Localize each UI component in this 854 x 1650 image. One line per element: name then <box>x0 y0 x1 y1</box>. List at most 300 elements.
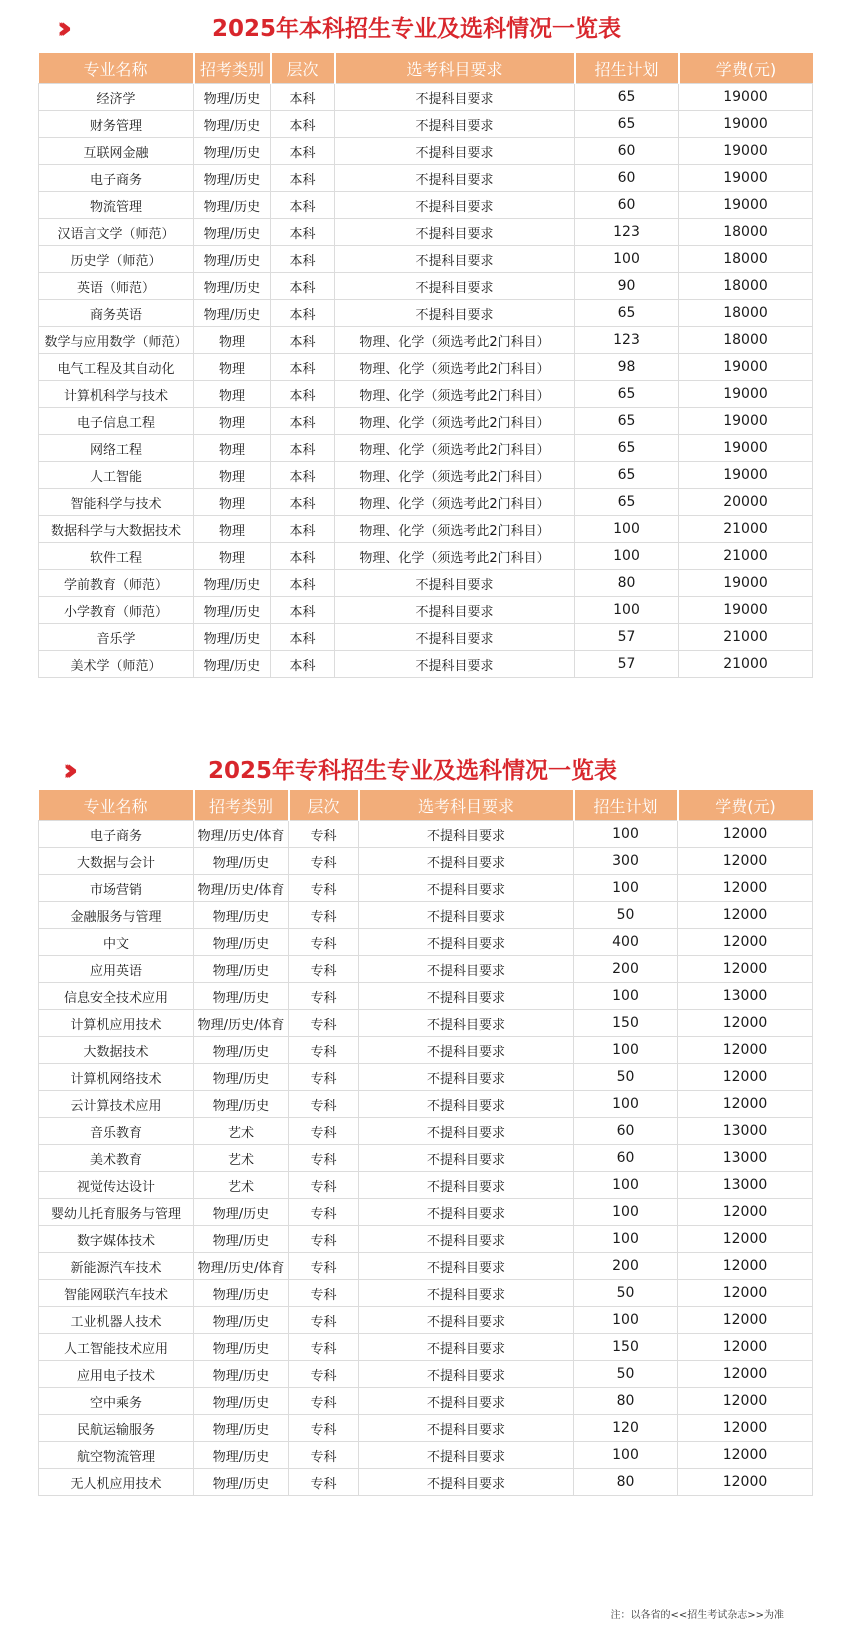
enrollment-plan-cell: 65 <box>575 435 679 462</box>
level-cell: 专科 <box>289 1199 359 1226</box>
table-row <box>39 1361 813 1388</box>
major-name-cell: 云计算技术应用 <box>39 1091 194 1118</box>
enrollment-plan-cell: 100 <box>575 543 679 570</box>
table-row <box>39 1415 813 1442</box>
major-name-cell: 小学教育（师范） <box>39 597 194 624</box>
tuition-cell: 13000 <box>678 983 813 1010</box>
subject-requirement-cell: 不提科目要求 <box>359 1388 574 1415</box>
column-header: 学费(元) <box>679 53 813 84</box>
subject-requirement-cell: 不提科目要求 <box>359 848 574 875</box>
exam-category-cell: 物理/历史 <box>194 165 271 192</box>
college-section <box>0 752 854 1492</box>
level-cell: 本科 <box>271 165 335 192</box>
table-row <box>39 1199 813 1226</box>
enrollment-plan-cell: 100 <box>574 875 678 902</box>
subject-requirement-cell: 不提科目要求 <box>335 246 575 273</box>
exam-category-cell: 物理/历史 <box>194 848 289 875</box>
exam-category-cell: 物理 <box>194 408 271 435</box>
tuition-cell: 19000 <box>679 111 813 138</box>
major-name-cell: 网络工程 <box>39 435 194 462</box>
exam-category-cell: 物理 <box>194 489 271 516</box>
level-cell: 专科 <box>289 875 359 902</box>
exam-category-cell: 物理/历史 <box>194 219 271 246</box>
subject-requirement-cell: 不提科目要求 <box>335 651 575 678</box>
tuition-cell: 19000 <box>679 408 813 435</box>
subject-requirement-cell: 不提科目要求 <box>335 138 575 165</box>
exam-category-cell: 物理/历史 <box>194 1064 289 1091</box>
major-name-cell: 计算机应用技术 <box>39 1010 194 1037</box>
level-cell: 本科 <box>271 516 335 543</box>
exam-category-cell: 物理/历史 <box>194 983 289 1010</box>
exam-category-cell: 物理/历史 <box>194 1415 289 1442</box>
level-cell: 专科 <box>289 1145 359 1172</box>
exam-category-cell: 物理/历史 <box>194 138 271 165</box>
exam-category-cell: 物理 <box>194 462 271 489</box>
tuition-cell: 12000 <box>678 821 813 848</box>
major-name-cell: 数学与应用数学（师范） <box>39 327 194 354</box>
exam-category-cell: 物理/历史 <box>194 1199 289 1226</box>
tuition-cell: 12000 <box>678 1469 813 1496</box>
table-row <box>39 1280 813 1307</box>
subject-requirement-cell: 不提科目要求 <box>359 875 574 902</box>
enrollment-plan-cell: 60 <box>574 1145 678 1172</box>
subject-requirement-cell: 不提科目要求 <box>335 111 575 138</box>
level-cell: 本科 <box>271 300 335 327</box>
level-cell: 本科 <box>271 327 335 354</box>
subject-requirement-cell: 不提科目要求 <box>359 1037 574 1064</box>
enrollment-plan-cell: 65 <box>575 111 679 138</box>
tuition-cell: 12000 <box>678 1010 813 1037</box>
enrollment-plan-cell: 150 <box>574 1010 678 1037</box>
table-row <box>39 516 813 543</box>
footnote: 注：以各省的<<招生考试杂志>>为准 <box>610 1610 784 1621</box>
major-name-cell: 信息安全技术应用 <box>39 983 194 1010</box>
subject-requirement-cell: 不提科目要求 <box>359 1226 574 1253</box>
table-row <box>39 902 813 929</box>
exam-category-cell: 物理/历史 <box>194 1091 289 1118</box>
tuition-cell: 13000 <box>678 1172 813 1199</box>
major-name-cell: 新能源汽车技术 <box>39 1253 194 1280</box>
tuition-cell: 19000 <box>679 462 813 489</box>
tuition-cell: 19000 <box>679 84 813 111</box>
enrollment-plan-cell: 100 <box>575 597 679 624</box>
exam-category-cell: 物理/历史 <box>194 1469 289 1496</box>
subject-requirement-cell: 物理、化学（须选考此2门科目） <box>335 408 575 435</box>
enrollment-plan-cell: 100 <box>574 1199 678 1226</box>
enrollment-plan-cell: 120 <box>574 1415 678 1442</box>
exam-category-cell: 艺术 <box>194 1145 289 1172</box>
level-cell: 专科 <box>289 1361 359 1388</box>
subject-requirement-cell: 不提科目要求 <box>359 1145 574 1172</box>
exam-category-cell: 物理/历史 <box>194 84 271 111</box>
subject-requirement-cell: 不提科目要求 <box>335 570 575 597</box>
exam-category-cell: 物理/历史 <box>194 192 271 219</box>
exam-category-cell: 物理/历史 <box>194 111 271 138</box>
subject-requirement-cell: 不提科目要求 <box>335 165 575 192</box>
exam-category-cell: 物理/历史/体育 <box>194 821 289 848</box>
table-row <box>39 1442 813 1469</box>
table-row <box>39 651 813 678</box>
major-name-cell: 婴幼儿托育服务与管理 <box>39 1199 194 1226</box>
tuition-cell: 12000 <box>678 1415 813 1442</box>
tuition-cell: 21000 <box>679 543 813 570</box>
subject-requirement-cell: 不提科目要求 <box>335 597 575 624</box>
enrollment-plan-cell: 100 <box>574 1307 678 1334</box>
major-name-cell: 历史学（师范） <box>39 246 194 273</box>
tuition-cell: 12000 <box>678 1442 813 1469</box>
major-name-cell: 视觉传达设计 <box>39 1172 194 1199</box>
major-name-cell: 学前教育（师范） <box>39 570 194 597</box>
tuition-cell: 12000 <box>678 929 813 956</box>
major-name-cell: 大数据与会计 <box>39 848 194 875</box>
level-cell: 专科 <box>289 983 359 1010</box>
college-table <box>38 790 813 1496</box>
level-cell: 专科 <box>289 902 359 929</box>
table-row <box>39 956 813 983</box>
subject-requirement-cell: 不提科目要求 <box>359 902 574 929</box>
subject-requirement-cell: 不提科目要求 <box>359 1415 574 1442</box>
enrollment-plan-cell: 65 <box>575 381 679 408</box>
exam-category-cell: 物理 <box>194 543 271 570</box>
level-cell: 专科 <box>289 1388 359 1415</box>
tuition-cell: 12000 <box>678 1226 813 1253</box>
table-row <box>39 246 813 273</box>
table-row <box>39 408 813 435</box>
exam-category-cell: 物理/历史 <box>194 300 271 327</box>
enrollment-plan-cell: 65 <box>575 408 679 435</box>
level-cell: 专科 <box>289 1037 359 1064</box>
table-header-row <box>39 53 813 84</box>
column-header: 选考科目要求 <box>335 53 575 84</box>
table-row <box>39 1091 813 1118</box>
undergrad-title: 2025年本科招生专业及选科情况一览表 <box>212 16 622 42</box>
exam-category-cell: 物理 <box>194 516 271 543</box>
major-name-cell: 互联网金融 <box>39 138 194 165</box>
exam-category-cell: 物理/历史 <box>194 1280 289 1307</box>
major-name-cell: 工业机器人技术 <box>39 1307 194 1334</box>
level-cell: 专科 <box>289 1280 359 1307</box>
tuition-cell: 12000 <box>678 1037 813 1064</box>
tuition-cell: 18000 <box>679 273 813 300</box>
tuition-cell: 19000 <box>679 192 813 219</box>
undergrad-section <box>0 10 854 674</box>
tuition-cell: 18000 <box>679 300 813 327</box>
tuition-cell: 19000 <box>679 597 813 624</box>
table-row <box>39 543 813 570</box>
undergrad-table <box>38 53 813 678</box>
table-row <box>39 1469 813 1496</box>
table-row <box>39 929 813 956</box>
subject-requirement-cell: 物理、化学（须选考此2门科目） <box>335 489 575 516</box>
enrollment-plan-cell: 90 <box>575 273 679 300</box>
table-row <box>39 1388 813 1415</box>
enrollment-plan-cell: 50 <box>574 1280 678 1307</box>
major-name-cell: 民航运输服务 <box>39 1415 194 1442</box>
tuition-cell: 12000 <box>678 1307 813 1334</box>
subject-requirement-cell: 不提科目要求 <box>335 192 575 219</box>
exam-category-cell: 物理 <box>194 354 271 381</box>
exam-category-cell: 物理/历史 <box>194 624 271 651</box>
table-row <box>39 1145 813 1172</box>
major-name-cell: 计算机科学与技术 <box>39 381 194 408</box>
major-name-cell: 金融服务与管理 <box>39 902 194 929</box>
table-row <box>39 1307 813 1334</box>
enrollment-plan-cell: 300 <box>574 848 678 875</box>
level-cell: 专科 <box>289 848 359 875</box>
tuition-cell: 21000 <box>679 516 813 543</box>
subject-requirement-cell: 物理、化学（须选考此2门科目） <box>335 354 575 381</box>
exam-category-cell: 物理 <box>194 381 271 408</box>
level-cell: 本科 <box>271 651 335 678</box>
table-row <box>39 597 813 624</box>
tuition-cell: 18000 <box>679 219 813 246</box>
level-cell: 专科 <box>289 956 359 983</box>
level-cell: 本科 <box>271 354 335 381</box>
major-name-cell: 音乐教育 <box>39 1118 194 1145</box>
major-name-cell: 数字媒体技术 <box>39 1226 194 1253</box>
level-cell: 专科 <box>289 1172 359 1199</box>
table-row <box>39 983 813 1010</box>
major-name-cell: 空中乘务 <box>39 1388 194 1415</box>
table-row <box>39 1064 813 1091</box>
exam-category-cell: 物理/历史 <box>194 597 271 624</box>
major-name-cell: 商务英语 <box>39 300 194 327</box>
enrollment-plan-cell: 57 <box>575 651 679 678</box>
table-row <box>39 273 813 300</box>
major-name-cell: 美术教育 <box>39 1145 194 1172</box>
subject-requirement-cell: 不提科目要求 <box>359 1361 574 1388</box>
level-cell: 本科 <box>271 219 335 246</box>
tuition-cell: 12000 <box>678 1361 813 1388</box>
level-cell: 专科 <box>289 1118 359 1145</box>
subject-requirement-cell: 不提科目要求 <box>359 1172 574 1199</box>
exam-category-cell: 物理/历史 <box>194 902 289 929</box>
subject-requirement-cell: 不提科目要求 <box>335 624 575 651</box>
level-cell: 专科 <box>289 1415 359 1442</box>
subject-requirement-cell: 物理、化学（须选考此2门科目） <box>335 381 575 408</box>
subject-requirement-cell: 不提科目要求 <box>359 1280 574 1307</box>
exam-category-cell: 艺术 <box>194 1172 289 1199</box>
subject-requirement-cell: 不提科目要求 <box>359 821 574 848</box>
major-name-cell: 物流管理 <box>39 192 194 219</box>
tuition-cell: 19000 <box>679 435 813 462</box>
exam-category-cell: 物理/历史/体育 <box>194 1010 289 1037</box>
level-cell: 本科 <box>271 570 335 597</box>
tuition-cell: 12000 <box>678 1199 813 1226</box>
subject-requirement-cell: 物理、化学（须选考此2门科目） <box>335 516 575 543</box>
table-row <box>39 821 813 848</box>
tuition-cell: 12000 <box>678 1280 813 1307</box>
enrollment-plan-cell: 100 <box>574 821 678 848</box>
major-name-cell: 中文 <box>39 929 194 956</box>
level-cell: 专科 <box>289 1307 359 1334</box>
exam-category-cell: 物理 <box>194 435 271 462</box>
table-header-row <box>39 790 813 821</box>
column-header: 层次 <box>271 53 335 84</box>
enrollment-plan-cell: 150 <box>574 1334 678 1361</box>
tuition-cell: 13000 <box>678 1145 813 1172</box>
major-name-cell: 无人机应用技术 <box>39 1469 194 1496</box>
major-name-cell: 大数据技术 <box>39 1037 194 1064</box>
subject-requirement-cell: 不提科目要求 <box>335 84 575 111</box>
column-header: 招生计划 <box>574 790 678 821</box>
major-name-cell: 智能网联汽车技术 <box>39 1280 194 1307</box>
table-row <box>39 848 813 875</box>
level-cell: 专科 <box>289 1010 359 1037</box>
level-cell: 本科 <box>271 246 335 273</box>
major-name-cell: 电子商务 <box>39 165 194 192</box>
enrollment-plan-cell: 100 <box>575 246 679 273</box>
level-cell: 专科 <box>289 929 359 956</box>
table-row <box>39 327 813 354</box>
tuition-cell: 19000 <box>679 381 813 408</box>
enrollment-plan-cell: 100 <box>575 516 679 543</box>
enrollment-plan-cell: 200 <box>574 956 678 983</box>
table-row <box>39 381 813 408</box>
college-title-row <box>0 752 854 792</box>
column-header: 招考类别 <box>194 53 271 84</box>
subject-requirement-cell: 不提科目要求 <box>335 273 575 300</box>
subject-requirement-cell: 不提科目要求 <box>335 219 575 246</box>
exam-category-cell: 物理/历史/体育 <box>194 875 289 902</box>
subject-requirement-cell: 不提科目要求 <box>335 300 575 327</box>
table-row <box>39 84 813 111</box>
major-name-cell: 市场营销 <box>39 875 194 902</box>
enrollment-plan-cell: 65 <box>575 489 679 516</box>
tuition-cell: 20000 <box>679 489 813 516</box>
major-name-cell: 应用电子技术 <box>39 1361 194 1388</box>
exam-category-cell: 物理/历史 <box>194 570 271 597</box>
level-cell: 本科 <box>271 624 335 651</box>
exam-category-cell: 物理/历史 <box>194 1307 289 1334</box>
tuition-cell: 12000 <box>678 1334 813 1361</box>
table-row <box>39 165 813 192</box>
column-header: 招考类别 <box>194 790 289 821</box>
exam-category-cell: 物理/历史 <box>194 1037 289 1064</box>
major-name-cell: 智能科学与技术 <box>39 489 194 516</box>
subject-requirement-cell: 不提科目要求 <box>359 1442 574 1469</box>
enrollment-plan-cell: 50 <box>574 902 678 929</box>
level-cell: 本科 <box>271 489 335 516</box>
table-row <box>39 300 813 327</box>
tuition-cell: 12000 <box>678 1388 813 1415</box>
enrollment-plan-cell: 60 <box>575 192 679 219</box>
enrollment-plan-cell: 123 <box>575 219 679 246</box>
column-header: 专业名称 <box>39 53 194 84</box>
tuition-cell: 19000 <box>679 165 813 192</box>
column-header: 招生计划 <box>575 53 679 84</box>
subject-requirement-cell: 不提科目要求 <box>359 1469 574 1496</box>
major-name-cell: 数据科学与大数据技术 <box>39 516 194 543</box>
major-name-cell: 航空物流管理 <box>39 1442 194 1469</box>
column-header: 学费(元) <box>678 790 813 821</box>
tuition-cell: 13000 <box>678 1118 813 1145</box>
table-row <box>39 354 813 381</box>
enrollment-plan-cell: 65 <box>575 462 679 489</box>
level-cell: 专科 <box>289 821 359 848</box>
major-name-cell: 电子信息工程 <box>39 408 194 435</box>
enrollment-plan-cell: 100 <box>574 1172 678 1199</box>
enrollment-plan-cell: 65 <box>575 84 679 111</box>
tuition-cell: 12000 <box>678 875 813 902</box>
level-cell: 本科 <box>271 543 335 570</box>
exam-category-cell: 物理/历史 <box>194 956 289 983</box>
table-row <box>39 570 813 597</box>
table-row <box>39 489 813 516</box>
exam-category-cell: 物理/历史 <box>194 246 271 273</box>
level-cell: 本科 <box>271 111 335 138</box>
major-name-cell: 软件工程 <box>39 543 194 570</box>
enrollment-plan-cell: 60 <box>574 1118 678 1145</box>
subject-requirement-cell: 物理、化学（须选考此2门科目） <box>335 327 575 354</box>
enrollment-plan-cell: 80 <box>574 1469 678 1496</box>
enrollment-plan-cell: 57 <box>575 624 679 651</box>
column-header: 选考科目要求 <box>359 790 574 821</box>
level-cell: 专科 <box>289 1064 359 1091</box>
major-name-cell: 音乐学 <box>39 624 194 651</box>
enrollment-plan-cell: 123 <box>575 327 679 354</box>
level-cell: 本科 <box>271 597 335 624</box>
major-name-cell: 汉语言文学（师范） <box>39 219 194 246</box>
enrollment-plan-cell: 60 <box>575 138 679 165</box>
exam-category-cell: 物理/历史 <box>194 1442 289 1469</box>
table-row <box>39 138 813 165</box>
exam-category-cell: 物理/历史 <box>194 651 271 678</box>
column-header: 层次 <box>289 790 359 821</box>
level-cell: 本科 <box>271 435 335 462</box>
subject-requirement-cell: 不提科目要求 <box>359 1307 574 1334</box>
enrollment-plan-cell: 100 <box>574 1091 678 1118</box>
exam-category-cell: 物理/历史 <box>194 1361 289 1388</box>
level-cell: 本科 <box>271 462 335 489</box>
subject-requirement-cell: 不提科目要求 <box>359 1010 574 1037</box>
level-cell: 本科 <box>271 273 335 300</box>
subject-requirement-cell: 不提科目要求 <box>359 1091 574 1118</box>
exam-category-cell: 物理/历史 <box>194 929 289 956</box>
table-row <box>39 1010 813 1037</box>
tuition-cell: 12000 <box>678 1253 813 1280</box>
tuition-cell: 19000 <box>679 570 813 597</box>
enrollment-plan-cell: 400 <box>574 929 678 956</box>
major-name-cell: 电气工程及其自动化 <box>39 354 194 381</box>
subject-requirement-cell: 不提科目要求 <box>359 1253 574 1280</box>
enrollment-plan-cell: 80 <box>574 1388 678 1415</box>
level-cell: 专科 <box>289 1334 359 1361</box>
level-cell: 专科 <box>289 1442 359 1469</box>
table-row <box>39 111 813 138</box>
exam-category-cell: 物理/历史 <box>194 273 271 300</box>
tuition-cell: 12000 <box>678 848 813 875</box>
subject-requirement-cell: 物理、化学（须选考此2门科目） <box>335 435 575 462</box>
subject-requirement-cell: 物理、化学（须选考此2门科目） <box>335 462 575 489</box>
table-row <box>39 1226 813 1253</box>
level-cell: 专科 <box>289 1091 359 1118</box>
tuition-cell: 19000 <box>679 138 813 165</box>
subject-requirement-cell: 不提科目要求 <box>359 929 574 956</box>
major-name-cell: 财务管理 <box>39 111 194 138</box>
exam-category-cell: 物理/历史 <box>194 1226 289 1253</box>
exam-category-cell: 艺术 <box>194 1118 289 1145</box>
table-row <box>39 1037 813 1064</box>
level-cell: 专科 <box>289 1469 359 1496</box>
table-row <box>39 1334 813 1361</box>
table-row <box>39 462 813 489</box>
tuition-cell: 21000 <box>679 624 813 651</box>
enrollment-plan-cell: 60 <box>575 165 679 192</box>
table-row <box>39 624 813 651</box>
major-name-cell: 经济学 <box>39 84 194 111</box>
level-cell: 本科 <box>271 408 335 435</box>
